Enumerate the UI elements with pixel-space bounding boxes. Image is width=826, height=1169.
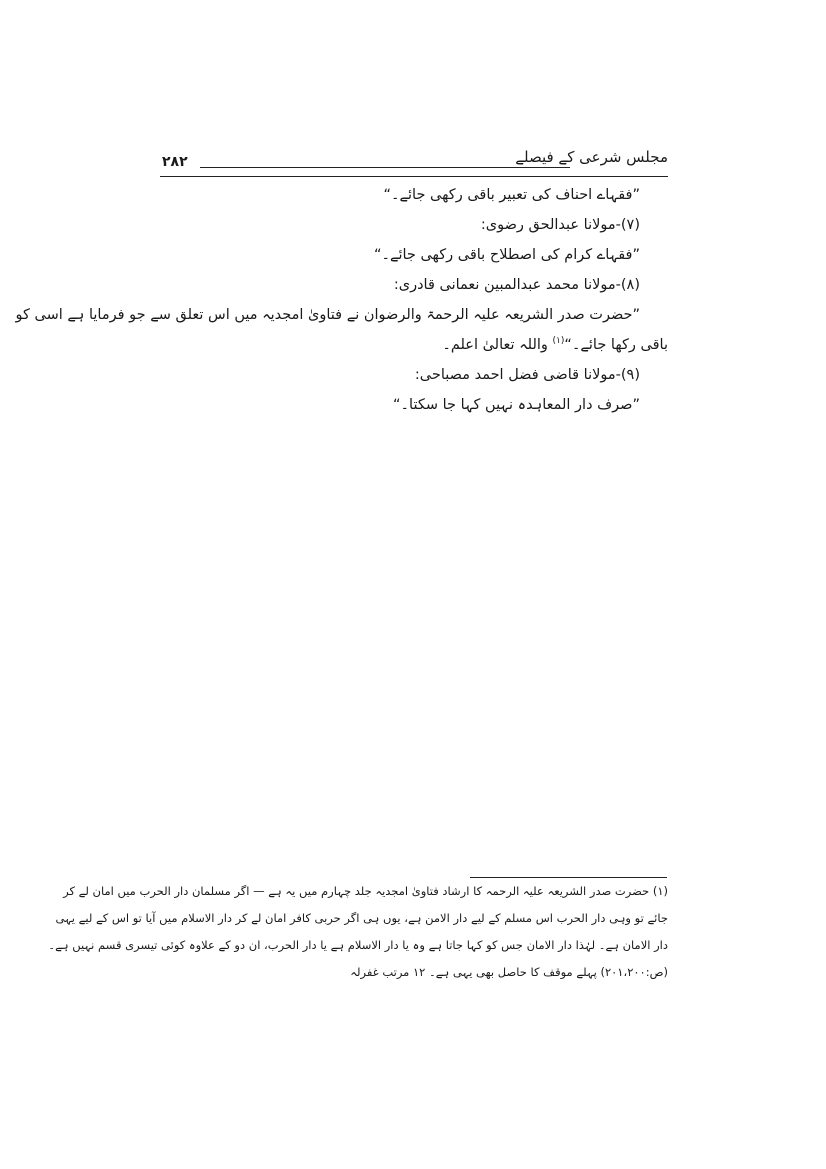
quote-line: ”حضرت صدر الشریعہ علیہ الرحمۃ والرضوان نے فتاویٰ امجدیہ میں اس تعلق سے جو فرمایا ہے اسی کو — [15, 307, 640, 323]
footnote-line: (۱) حضرت صدر الشریعہ علیہ الرحمہ کا ارشاد فتاویٰ امجدیہ جلد چہارم میں یہ ہے — اگر مسلمان دار الحرب میں امان لے کر — [63, 884, 668, 898]
quote-end: باقی رکھا جائے۔“ — [564, 337, 668, 353]
footnote-line: (ص:۲۰۱،۲۰۰) پہلے موقف کا حاصل بھی یہی ہے۔ ۱۲ مرتب غفرلہ — [350, 965, 668, 979]
speaker-heading: (۸)-مولانا محمد عبدالمبین نعمانی قادری: — [393, 277, 640, 293]
footnote-line: دار الامان ہے۔ لہٰذا دار الامان جس کو کہا جاتا ہے وہ یا دار الاسلام ہے یا دار الحرب، ان دو کے علاوہ کوئی تیسری قسم نہیں ہے۔ — [48, 938, 668, 952]
running-header — [160, 146, 668, 176]
footnote — [48, 878, 668, 986]
header-title: مجلس شرعی کے فیصلے — [515, 148, 668, 166]
quote-line: ”صرف دار المعاہدہ نہیں کہا جا سکتا۔“ — [393, 397, 640, 413]
header-rule — [200, 167, 570, 168]
footnote-line: جائے تو وہی دار الحرب اس مسلم کے لیے دار الامن ہے، یوں ہی اگر حربی کافر امان لے کر دار الاسلام میں آیا تو اس کے لیے یہی — [55, 911, 668, 925]
footnote-reference[interactable]: (۱) — [552, 336, 565, 347]
main-text — [15, 180, 668, 420]
quote-line: ”فقہاے احناف کی تعبیر باقی رکھی جائے۔“ — [383, 187, 640, 203]
speaker-heading: (۹)-مولانا قاضی فضل احمد مصباحی: — [414, 367, 640, 383]
page-number: ۲۸۲ — [162, 154, 188, 170]
quote-line: ”فقہاے کرام کی اصطلاح باقی رکھی جائے۔“ — [373, 247, 640, 263]
quote-line-continued — [160, 330, 668, 360]
closing-formula: واللہ تعالیٰ اعلم۔ — [442, 337, 548, 353]
speaker-heading: (۷)-مولانا عبدالحق رضوی: — [480, 217, 640, 233]
header-divider — [160, 176, 668, 177]
